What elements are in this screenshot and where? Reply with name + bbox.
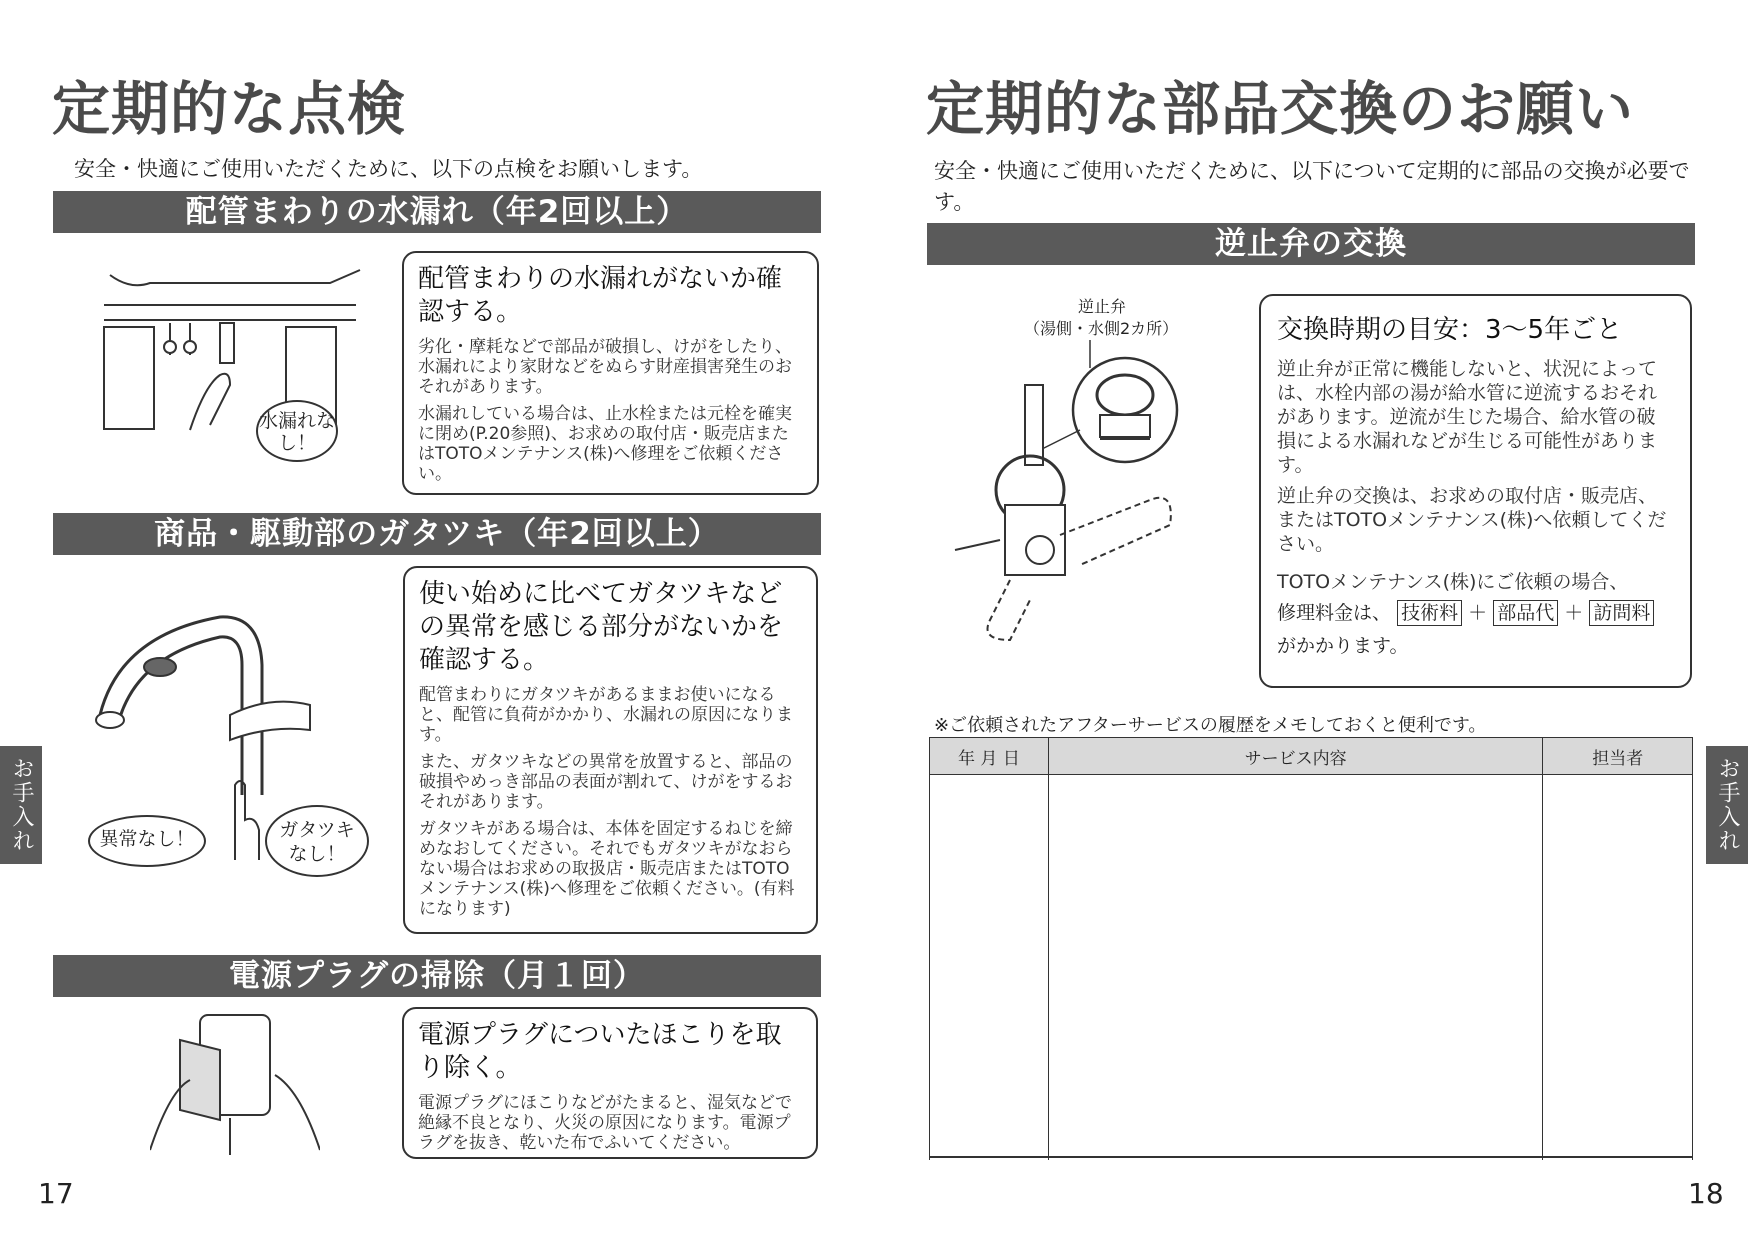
plug-cleaning-illustration — [150, 1010, 320, 1160]
faucet-illustration — [90, 605, 330, 805]
section-bar-check-valve: 逆止弁の交換 — [927, 223, 1695, 265]
box-paragraph: 電源プラグにほこりなどがたまると、湿気などで絶縁不良となり、火災の原因になります。電源プラグを抜き、乾いた布でふいてください。 — [418, 1093, 792, 1153]
info-box-plug — [402, 1007, 818, 1159]
finger-icon — [215, 775, 265, 865]
page-title-right: 定期的な部品交換のお願い — [926, 75, 1635, 143]
table-header-date: 年 月 日 — [930, 738, 1049, 775]
box-paragraph: ガタツキがある場合は、本体を固定するねじを締めなおしてください。それでもガタツキがなおらない場合はお求めの取扱店・販売店またはTOTOメンテナンス(株)へ修理をご依頼ください。(有料になります) — [419, 819, 795, 919]
service-history-table — [929, 737, 1693, 1160]
fee-plus: ＋ — [1564, 602, 1584, 624]
table-cell-person[interactable] — [1543, 775, 1693, 1160]
diagram-label-valve: 逆止弁 — [1078, 297, 1127, 316]
box-paragraph: TOTOメンテナンス(株)にご依頼の場合、 — [1277, 571, 1629, 593]
fee-line — [1277, 598, 1674, 628]
info-box-pipe-leak — [402, 251, 819, 495]
box-paragraph: 劣化・摩耗などで部品が破損し、けがをしたり、水漏れにより家財などをぬらす財産損害発生のおそれがあります。 — [418, 337, 792, 397]
side-tab-right: お手入れ — [1706, 746, 1748, 864]
fee-plus: ＋ — [1468, 602, 1488, 624]
table-row — [930, 775, 1693, 1160]
info-box-wobble — [403, 566, 818, 934]
page-number-right: 18 — [1688, 1177, 1724, 1210]
box-paragraph: 配管まわりにガタツキがあるままお使いになると、配管に負荷がかかり、水漏れの原因になります。 — [419, 685, 793, 745]
fee-suffix: がかかります。 — [1277, 635, 1409, 657]
fee-item-technical: 技術料 — [1397, 600, 1462, 626]
section-bar-wobble: 商品・駆動部のガタツキ（年2回以上） — [53, 513, 821, 555]
box-heading: 交換時期の目安：3～5年ごと — [1277, 315, 1623, 345]
box-paragraph: 水漏れしている場合は、止水栓または元栓を確実に閉め(P.20参照)、お求めの取付店・販売店またはTOTOメンテナンス(株)へ修理をご依頼ください。 — [418, 404, 792, 484]
intro-left: 安全・快適にご使用いただくために、以下の点検をお願いします。 — [74, 157, 703, 181]
info-box-check-valve — [1259, 294, 1692, 688]
diagram-label-sides: （湯側・水側2カ所） — [1024, 319, 1179, 338]
box-heading: 電源プラグについたほこりを取り除く。 — [418, 1020, 782, 1083]
table-header-person: 担当者 — [1543, 738, 1693, 775]
side-tab-left: お手入れ — [0, 746, 42, 864]
fee-item-visit: 訪問料 — [1589, 600, 1654, 626]
fee-prefix: 修理料金は、 — [1277, 602, 1392, 624]
speech-bubble-no-abnormality: 異常なし！ — [88, 815, 206, 867]
table-bottom-border — [929, 1156, 1693, 1158]
page-title-left: 定期的な点検 — [52, 75, 407, 143]
table-cell-date[interactable] — [930, 775, 1049, 1160]
section-bar-pipe-leak: 配管まわりの水漏れ（年2回以上） — [53, 191, 821, 233]
speech-bubble-no-leak: 水漏れなし！ — [256, 400, 338, 462]
box-heading: 配管まわりの水漏れがないか確認する。 — [418, 264, 783, 327]
check-valve-diagram — [950, 340, 1220, 660]
box-paragraph: 逆止弁が正常に機能しないと、状況によっては、水栓内部の湯が給水管に逆流するおそれがあります。逆流が生じた場合、給水管の破損による水漏れなどが生じる可能性があります。 — [1277, 358, 1658, 476]
speech-bubble-no-wobble: ガタツキなし！ — [265, 805, 369, 877]
intro-right: 安全・快適にご使用いただくために、以下について定期的に部品の交換が必要です。 — [934, 159, 1690, 214]
section-bar-plug: 電源プラグの掃除（月１回） — [53, 955, 821, 997]
box-paragraph: 逆止弁の交換は、お求めの取付店・販売店、またはTOTOメンテナンス(株)へ依頼してください。 — [1277, 485, 1667, 555]
table-cell-service[interactable] — [1048, 775, 1543, 1160]
table-header-service: サービス内容 — [1048, 738, 1543, 775]
memo-note: ※ご依頼されたアフターサービスの履歴をメモしておくと便利です。 — [934, 715, 1487, 736]
page-number-left: 17 — [38, 1177, 74, 1210]
box-heading: 使い始めに比べてガタツキなどの異常を感じる部分がないかを確認する。 — [419, 579, 784, 675]
fee-item-parts: 部品代 — [1493, 600, 1558, 626]
box-paragraph: また、ガタツキなどの異常を放置すると、部品の破損やめっき部品の表面が割れて、けがをするおそれがあります。 — [419, 752, 793, 812]
